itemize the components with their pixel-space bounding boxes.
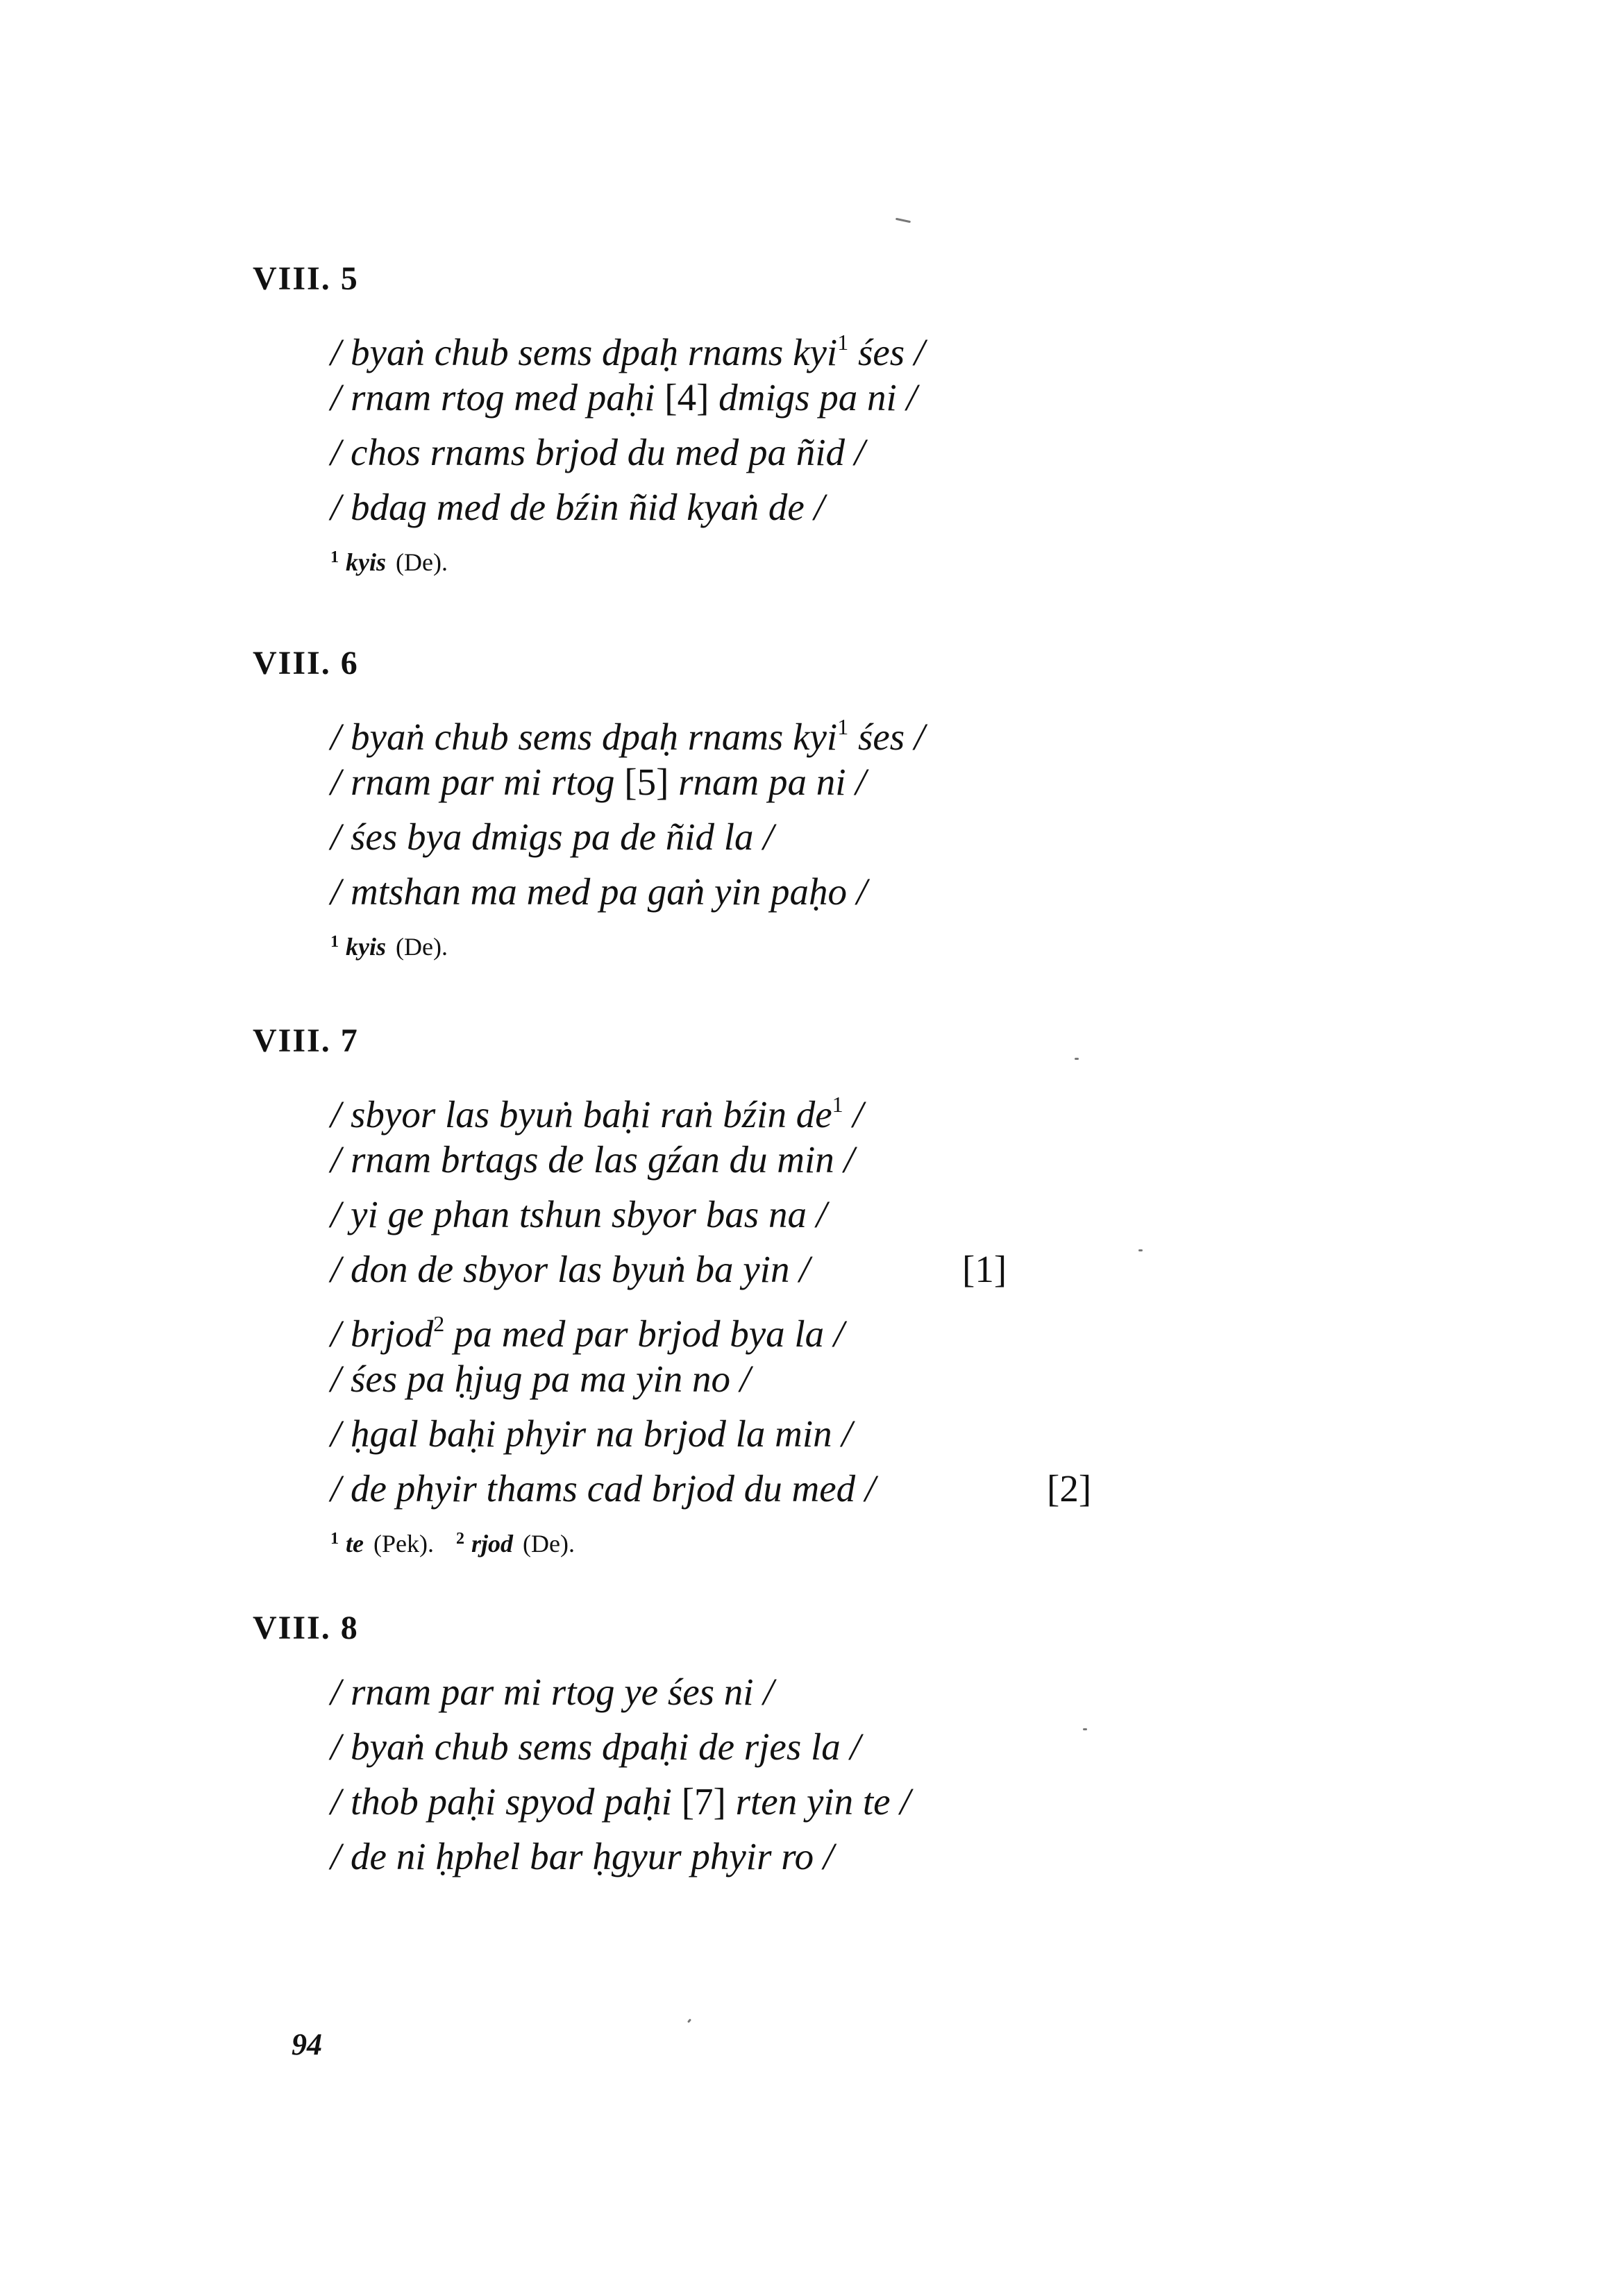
verse-line bbox=[330, 1132, 1572, 1187]
verse-line bbox=[330, 1077, 1572, 1136]
section-heading: VIII. 5 bbox=[253, 260, 359, 297]
verse-line bbox=[330, 1187, 1572, 1242]
footnote bbox=[330, 925, 1572, 959]
verse-line bbox=[330, 315, 1572, 373]
verse-text: / chos rnams brjod du med pa ñid / bbox=[330, 431, 865, 473]
verse-text: / mtshan ma med pa gaṅ yin paḥo / bbox=[330, 870, 868, 913]
scan-speck bbox=[895, 218, 911, 223]
verse-text: / bdag med de bźin ñid kyaṅ de / bbox=[330, 486, 825, 528]
verse-line bbox=[330, 754, 1572, 809]
footnote-ref: 1 bbox=[832, 1092, 843, 1117]
verse-text: / rnam brtags de las gźan du min / bbox=[330, 1138, 855, 1181]
verse-text: / byaṅ chub sems dpaḥ rnams kyi bbox=[330, 331, 838, 373]
verse-text: / yi ge phan tshun sbyor bas na / bbox=[330, 1193, 827, 1235]
verse-text: śes / bbox=[848, 716, 925, 758]
verse-text: dmigs pa ni / bbox=[709, 376, 917, 419]
footnote-source: (De). bbox=[396, 933, 448, 961]
page-reference: [5] bbox=[624, 761, 669, 803]
scan-speck bbox=[1138, 1249, 1143, 1251]
verse-line bbox=[330, 1664, 1572, 1719]
footnote-source: (Pek). bbox=[373, 1530, 434, 1558]
footnote-number: 1 bbox=[330, 1530, 339, 1548]
verse-line bbox=[330, 1774, 1572, 1829]
section-viii-5 bbox=[253, 258, 1572, 575]
verse-line bbox=[330, 1297, 1572, 1355]
verse-text: / don de sbyor las byuṅ ba yin / bbox=[330, 1248, 810, 1290]
verse-text: / de ni ḥphel bar ḥgyur phyir ro / bbox=[330, 1835, 834, 1877]
verse-text: rten yin te / bbox=[725, 1780, 911, 1823]
footnote-ref: 2 bbox=[433, 1311, 445, 1336]
footnote-variant: kyis bbox=[346, 933, 386, 961]
page-number: 94 bbox=[292, 2027, 322, 2061]
verse-text: / bbox=[843, 1093, 864, 1136]
footnote-variant: te bbox=[346, 1530, 364, 1558]
verse-text: / rnam par mi rtog bbox=[330, 761, 625, 803]
scan-speck bbox=[1075, 1058, 1079, 1060]
verse-text: / rnam rtog med paḥi bbox=[330, 376, 665, 419]
verse-block bbox=[330, 700, 1572, 959]
footnote bbox=[330, 1521, 1572, 1556]
page-reference: [4] bbox=[664, 376, 709, 419]
verse-block bbox=[330, 1077, 1572, 1556]
verse-line bbox=[330, 1242, 1572, 1297]
verse-text: / de phyir thams cad brjod du med / bbox=[330, 1467, 876, 1510]
footnote-ref: 1 bbox=[837, 714, 849, 739]
verse-text: / byaṅ chub sems dpaḥ rnams kyi bbox=[330, 716, 838, 758]
verse-line bbox=[330, 809, 1572, 864]
verse-text: / brjod bbox=[330, 1312, 434, 1355]
section-heading: VIII. 8 bbox=[253, 1610, 359, 1646]
verse-text: / ḥgal baḥi phyir na brjod la min / bbox=[330, 1412, 852, 1455]
footnote-number: 1 bbox=[330, 933, 339, 951]
footnote-number: 2 bbox=[455, 1530, 464, 1548]
verse-text: / byaṅ chub sems dpaḥi de rjes la / bbox=[330, 1725, 861, 1768]
verse-line bbox=[330, 864, 1572, 919]
verse-text: pa med par brjod bya la / bbox=[444, 1312, 845, 1355]
verse-text: / sbyor las byuṅ baḥi raṅ bźin de bbox=[330, 1093, 832, 1136]
page-reference: [1] bbox=[962, 1248, 1007, 1290]
scan-speck bbox=[687, 2018, 691, 2023]
verse-line bbox=[330, 1461, 1572, 1516]
verse-line bbox=[330, 480, 1572, 534]
verse-block bbox=[330, 315, 1572, 575]
footnote bbox=[330, 540, 1572, 575]
verse-text: / rnam par mi rtog ye śes ni / bbox=[330, 1671, 774, 1713]
verse-text: / śes pa ḥjug pa ma yin no / bbox=[330, 1358, 750, 1400]
verse-line bbox=[330, 1829, 1572, 1884]
footnote-variant: rjod bbox=[471, 1530, 513, 1558]
footnote-ref: 1 bbox=[837, 330, 849, 355]
section-viii-6 bbox=[253, 643, 1572, 959]
page-reference: [2] bbox=[1047, 1467, 1092, 1510]
verse-line bbox=[330, 700, 1572, 758]
scan-speck bbox=[1083, 1728, 1087, 1730]
verse-line bbox=[330, 425, 1572, 480]
section-viii-8 bbox=[253, 1607, 1572, 1884]
verse-text: / thob paḥi spyod paḥi bbox=[330, 1780, 682, 1823]
verse-text: śes / bbox=[848, 331, 925, 373]
section-heading: VIII. 6 bbox=[253, 645, 359, 682]
verse-line bbox=[330, 370, 1572, 425]
verse-line bbox=[330, 1719, 1572, 1774]
verse-text: / śes bya dmigs pa de ñid la / bbox=[330, 816, 774, 858]
verse-line bbox=[330, 1351, 1572, 1406]
footnote-variant: kyis bbox=[346, 548, 386, 576]
section-heading: VIII. 7 bbox=[253, 1022, 359, 1059]
section-viii-7 bbox=[253, 1020, 1572, 1556]
verse-block bbox=[330, 1664, 1572, 1884]
verse-line bbox=[330, 1406, 1572, 1461]
footnote-number: 1 bbox=[330, 548, 339, 566]
page-reference: [7] bbox=[681, 1780, 726, 1823]
verse-text: rnam pa ni / bbox=[668, 761, 866, 803]
footnote-source: (De). bbox=[522, 1530, 575, 1558]
footnote-source: (De). bbox=[396, 548, 448, 576]
